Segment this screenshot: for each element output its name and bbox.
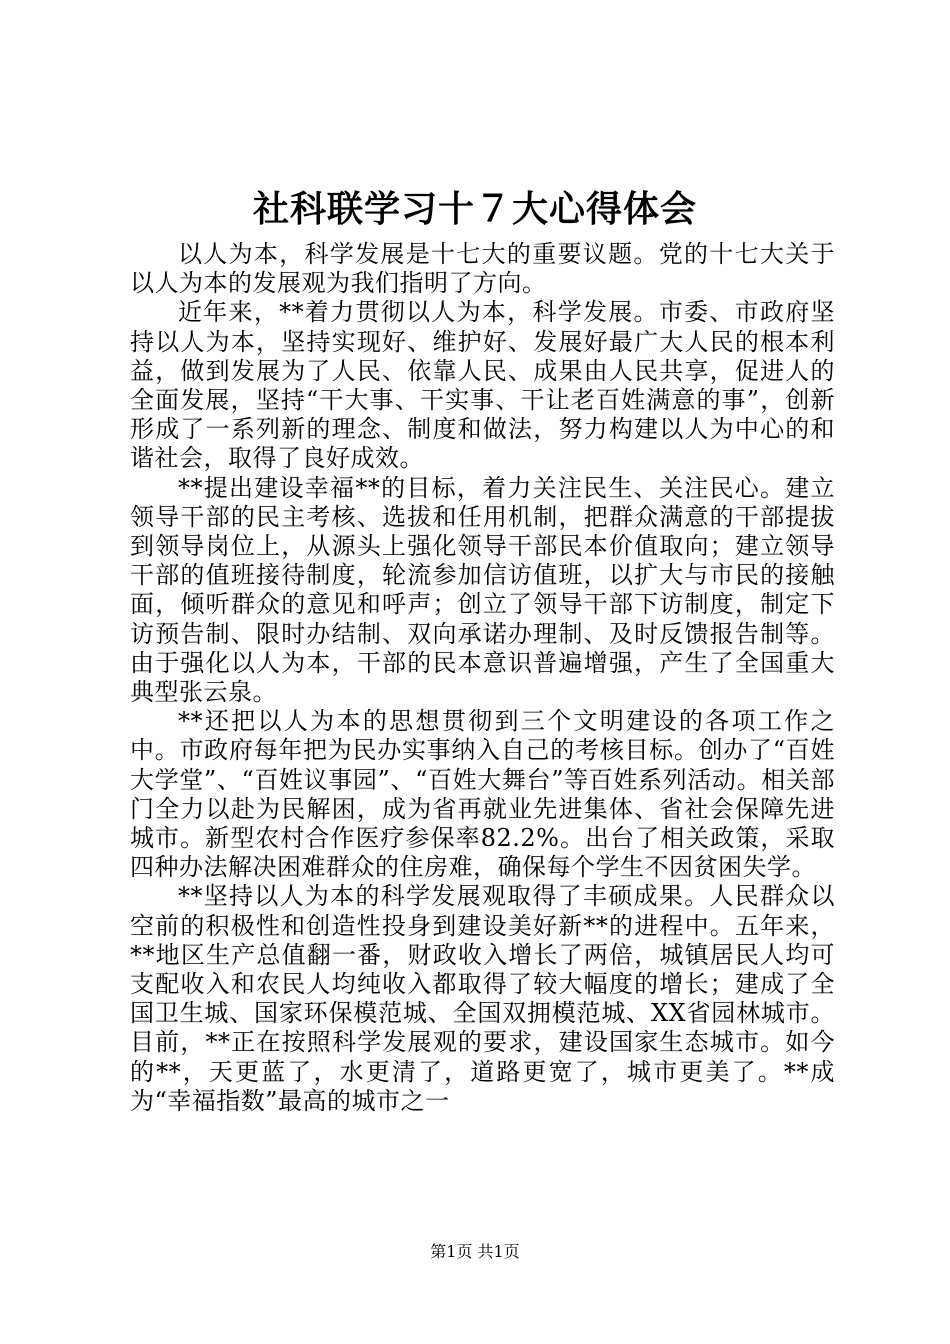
paragraph-1: 以人为本，科学发展是十七大的重要议题。党的十七大关于以人为本的发展观为我们指明了方向。	[130, 240, 835, 298]
document-body	[130, 240, 835, 1116]
paragraph-5: **坚持以人为本的科学发展观取得了丰硕成果。人民群众以空前的积极性和创造性投身到建设美好新**的进程中。五年来，**地区生产总值翻一番，财政收入增长了两倍，城镇居民人均可支配收入和农民人均纯收入都取得了较大幅度的增长；建成了全国卫生城、国家环保模范城、全国双拥模范城、XX省园林城市。目前，**正在按照科学发展观的要求，建设国家生态城市。如今的**，天更蓝了，水更清了，道路更宽了，城市更美了。**成为“幸福指数”最高的城市之一	[130, 882, 835, 1115]
paragraph-3: **提出建设幸福**的目标，着力关注民生、关注民心。建立领导干部的民主考核、选拔和任用机制，把群众满意的干部提拔到领导岗位上，从源头上强化领导干部民本价值取向；建立领导干部的值班接待制度，轮流参加信访值班，以扩大与市民的接触面，倾听群众的意见和呼声；创立了领导干部下访制度，制定下访预告制、限时办结制、双向承诺办理制、及时反馈报告制等。由于强化以人为本，干部的民本意识普遍增强，产生了全国重大典型张云泉。	[130, 473, 835, 707]
paragraph-2: 近年来，**着力贯彻以人为本，科学发展。市委、市政府坚持以人为本，坚持实现好、维护好、发展好最广大人民的根本利益，做到发展为了人民、依靠人民、成果由人民共享，促进人的全面发展，坚持“干大事、干实事、干让老百姓满意的事”，创新形成了一系列新的理念、制度和做法，努力构建以人为中心的和谐社会，取得了良好成效。	[130, 298, 835, 473]
page-number-footer: 第1页 共1页	[430, 1242, 520, 1261]
document-title: 社科联学习十７大心得体会	[252, 188, 697, 230]
paragraph-4: **还把以人为本的思想贯彻到三个文明建设的各项工作之中。市政府每年把为民办实事纳入自己的考核目标。创办了“百姓大学堂”、“百姓议事园”、“百姓大舞台”等百姓系列活动。相关部门全力以赴为民解困，成为省再就业先进集体、省社会保障先进城市。新型农村合作医疗参保率82.2%。出台了相关政策，采取四种办法解决困难群众的住房难，确保每个学生不因贫困失学。	[130, 707, 835, 882]
